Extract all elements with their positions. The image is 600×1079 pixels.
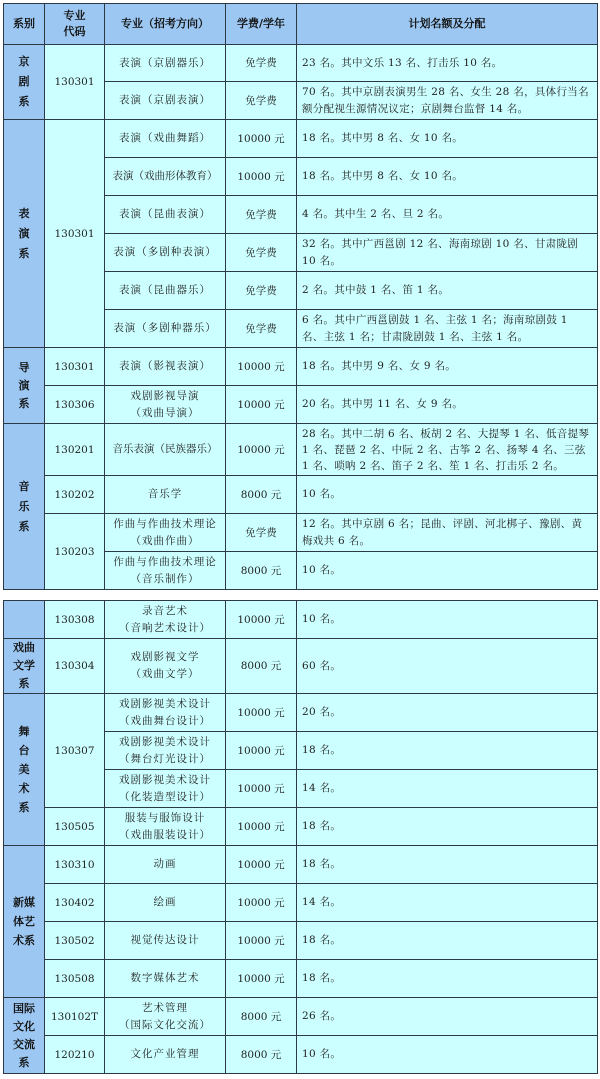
code-cell: 130502 — [45, 922, 105, 960]
fee-cell: 10000 元 — [226, 120, 297, 158]
code-cell: 130301 — [45, 45, 105, 120]
plan-cell: 23 名。其中文乐 13 名、打击乐 10 名。 — [297, 45, 598, 82]
dept-guoji: 国际文化交流系 — [4, 998, 45, 1074]
fee-cell: 免学费 — [226, 45, 297, 82]
plan-cell: 10 名。 — [297, 476, 598, 514]
header-code: 专业代码 — [45, 4, 105, 45]
table-row — [4, 601, 598, 639]
code-cell: 120210 — [45, 1036, 105, 1074]
plan-cell: 20 名。 — [297, 694, 598, 732]
program-cell: 戏剧影视导演 （戏曲导演） — [105, 386, 226, 424]
enrollment-table-part-1 — [3, 3, 598, 590]
table-row — [4, 639, 598, 694]
program-cell: 表演（多剧种表演） — [105, 234, 226, 272]
code-cell: 130306 — [45, 386, 105, 424]
code-cell: 130310 — [45, 846, 105, 884]
table-row — [4, 808, 598, 846]
plan-cell: 18 名。 — [297, 808, 598, 846]
program-cell: 表演（戏曲舞蹈） — [105, 120, 226, 158]
code-cell: 130203 — [45, 514, 105, 590]
plan-cell: 2 名。其中鼓 1 名、笛 1 名。 — [297, 272, 598, 310]
fee-cell: 8000 元 — [226, 998, 297, 1036]
enrollment-table-part-2 — [3, 600, 598, 1074]
table-row — [4, 846, 598, 884]
dept-blank — [4, 601, 45, 639]
fee-cell: 8000 元 — [226, 1036, 297, 1074]
fee-cell: 10000 元 — [226, 348, 297, 386]
fee-cell: 免学费 — [226, 196, 297, 234]
fee-cell: 10000 元 — [226, 770, 297, 808]
program-cell: 表演（昆曲表演） — [105, 196, 226, 234]
code-cell: 130202 — [45, 476, 105, 514]
table-row — [4, 424, 598, 476]
plan-cell: 12 名。其中京剧 6 名；昆曲、评剧、河北梆子、豫剧、黄梅戏共 6 名。 — [297, 514, 598, 552]
code-cell: 130301 — [45, 348, 105, 386]
program-cell: 音乐学 — [105, 476, 226, 514]
plan-cell: 14 名。 — [297, 884, 598, 922]
table-row — [4, 960, 598, 998]
program-cell: 文化产业管理 — [105, 1036, 226, 1074]
program-cell: 表演（戏曲形体教育） — [105, 158, 226, 196]
fee-cell: 免学费 — [226, 310, 297, 348]
plan-cell: 70 名。其中京剧表演男生 28 名、女生 28 名，具体行当名额分配视生源情况议定；京剧舞台监督 14 名。 — [297, 82, 598, 120]
dept-xinmeiti: 新媒体艺术系 — [4, 846, 45, 998]
program-cell: 作曲与作曲技术理论 （音乐制作） — [105, 552, 226, 590]
table-row — [4, 514, 598, 552]
fee-cell: 10000 元 — [226, 601, 297, 639]
program-cell: 表演（多剧种器乐） — [105, 310, 226, 348]
program-cell: 音乐表演（民族器乐） — [105, 424, 226, 476]
plan-cell: 18 名。其中男 9 名、女 9 名。 — [297, 348, 598, 386]
table-row — [4, 998, 598, 1036]
fee-cell: 10000 元 — [226, 808, 297, 846]
header-program: 专业（招考方向） — [105, 4, 226, 45]
code-cell: 130301 — [45, 120, 105, 348]
header-row — [4, 4, 598, 45]
fee-cell: 10000 元 — [226, 694, 297, 732]
code-cell: 130201 — [45, 424, 105, 476]
fee-cell: 10000 元 — [226, 386, 297, 424]
dept-wutai: 舞台美术系 — [4, 694, 45, 846]
plan-cell: 4 名。其中生 2 名、旦 2 名。 — [297, 196, 598, 234]
program-cell: 表演（影视表演） — [105, 348, 226, 386]
fee-cell: 免学费 — [226, 234, 297, 272]
truncated-footnote-line — [10, 1073, 590, 1079]
fee-cell: 免学费 — [226, 272, 297, 310]
plan-cell: 18 名。 — [297, 846, 598, 884]
program-cell: 艺术管理 （国际文化交流） — [105, 998, 226, 1036]
program-cell: 戏剧影视美术设计 （化装造型设计） — [105, 770, 226, 808]
program-cell: 绘画 — [105, 884, 226, 922]
table-row — [4, 120, 598, 158]
table-row — [4, 694, 598, 732]
dept-xiquwenxue: 戏曲文学系 — [4, 639, 45, 694]
code-cell: 130505 — [45, 808, 105, 846]
program-cell: 视觉传达设计 — [105, 922, 226, 960]
fee-cell: 免学费 — [226, 514, 297, 552]
program-cell: 表演（昆曲器乐） — [105, 272, 226, 310]
header-fee: 学费/学年 — [226, 4, 297, 45]
program-cell: 戏剧影视文学 （戏曲文学） — [105, 639, 226, 694]
fee-cell: 8000 元 — [226, 476, 297, 514]
dept-yinyue: 音乐系 — [4, 424, 45, 590]
table-row — [4, 476, 598, 514]
table-row — [4, 1036, 598, 1074]
fee-cell: 10000 元 — [226, 960, 297, 998]
program-cell: 表演（京剧表演） — [105, 82, 226, 120]
header-plan: 计划名额及分配 — [297, 4, 598, 45]
dept-daoyan: 导演系 — [4, 348, 45, 424]
code-cell: 130304 — [45, 639, 105, 694]
table-row — [4, 884, 598, 922]
program-cell: 录音艺术 （音响艺术设计） — [105, 601, 226, 639]
code-cell: 130307 — [45, 694, 105, 808]
plan-cell: 20 名。其中男 11 名、女 9 名。 — [297, 386, 598, 424]
program-cell: 数字媒体艺术 — [105, 960, 226, 998]
plan-cell: 14 名。 — [297, 770, 598, 808]
plan-cell: 18 名。 — [297, 922, 598, 960]
code-cell: 130102T — [45, 998, 105, 1036]
plan-cell: 10 名。 — [297, 552, 598, 590]
fee-cell: 10000 元 — [226, 158, 297, 196]
fee-cell: 10000 元 — [226, 884, 297, 922]
program-cell: 戏剧影视美术设计 （戏曲舞台设计） — [105, 694, 226, 732]
plan-cell: 18 名。其中男 8 名、女 10 名。 — [297, 158, 598, 196]
fee-cell: 8000 元 — [226, 639, 297, 694]
plan-cell: 26 名。 — [297, 998, 598, 1036]
plan-cell: 28 名。其中二胡 6 名、板胡 2 名、大提琴 1 名、低音提琴 1 名、琵琶 2 名、中阮 2 名、古筝 2 名、扬琴 4 名、三弦 1 名、唢呐 2 名、笛子 2 名、笙 1 名、打击乐 2 名。 — [297, 424, 598, 476]
plan-cell: 6 名。其中广西邕剧鼓 1 名、主弦 1 名；海南琼剧鼓 1 名、主弦 1 名；甘肃陇剧鼓 1 名、主弦 1 名。 — [297, 310, 598, 348]
fee-cell: 10000 元 — [226, 732, 297, 770]
table-row — [4, 348, 598, 386]
table-row — [4, 922, 598, 960]
plan-cell: 32 名。其中广西邕剧 12 名、海南琼剧 10 名、甘肃陇剧 10 名。 — [297, 234, 598, 272]
program-cell: 表演（京剧器乐） — [105, 45, 226, 82]
plan-cell: 18 名。其中男 8 名、女 10 名。 — [297, 120, 598, 158]
program-cell: 动画 — [105, 846, 226, 884]
program-cell: 戏剧影视美术设计 （舞台灯光设计） — [105, 732, 226, 770]
fee-cell: 10000 元 — [226, 424, 297, 476]
fee-cell: 8000 元 — [226, 552, 297, 590]
dept-jingju: 京剧系 — [4, 45, 45, 120]
code-cell: 130508 — [45, 960, 105, 998]
plan-cell: 18 名。 — [297, 960, 598, 998]
fee-cell: 免学费 — [226, 82, 297, 120]
code-cell: 130402 — [45, 884, 105, 922]
plan-cell: 10 名。 — [297, 601, 598, 639]
program-cell: 服装与服饰设计 （戏曲服装设计） — [105, 808, 226, 846]
code-cell: 130308 — [45, 601, 105, 639]
dept-biaoyan: 表演系 — [4, 120, 45, 348]
fee-cell: 10000 元 — [226, 846, 297, 884]
program-cell: 作曲与作曲技术理论 （戏曲作曲） — [105, 514, 226, 552]
plan-cell: 60 名。 — [297, 639, 598, 694]
plan-cell: 18 名。 — [297, 732, 598, 770]
plan-cell: 10 名。 — [297, 1036, 598, 1074]
table-row — [4, 45, 598, 82]
table-row — [4, 386, 598, 424]
header-dept: 系别 — [4, 4, 45, 45]
fee-cell: 10000 元 — [226, 922, 297, 960]
